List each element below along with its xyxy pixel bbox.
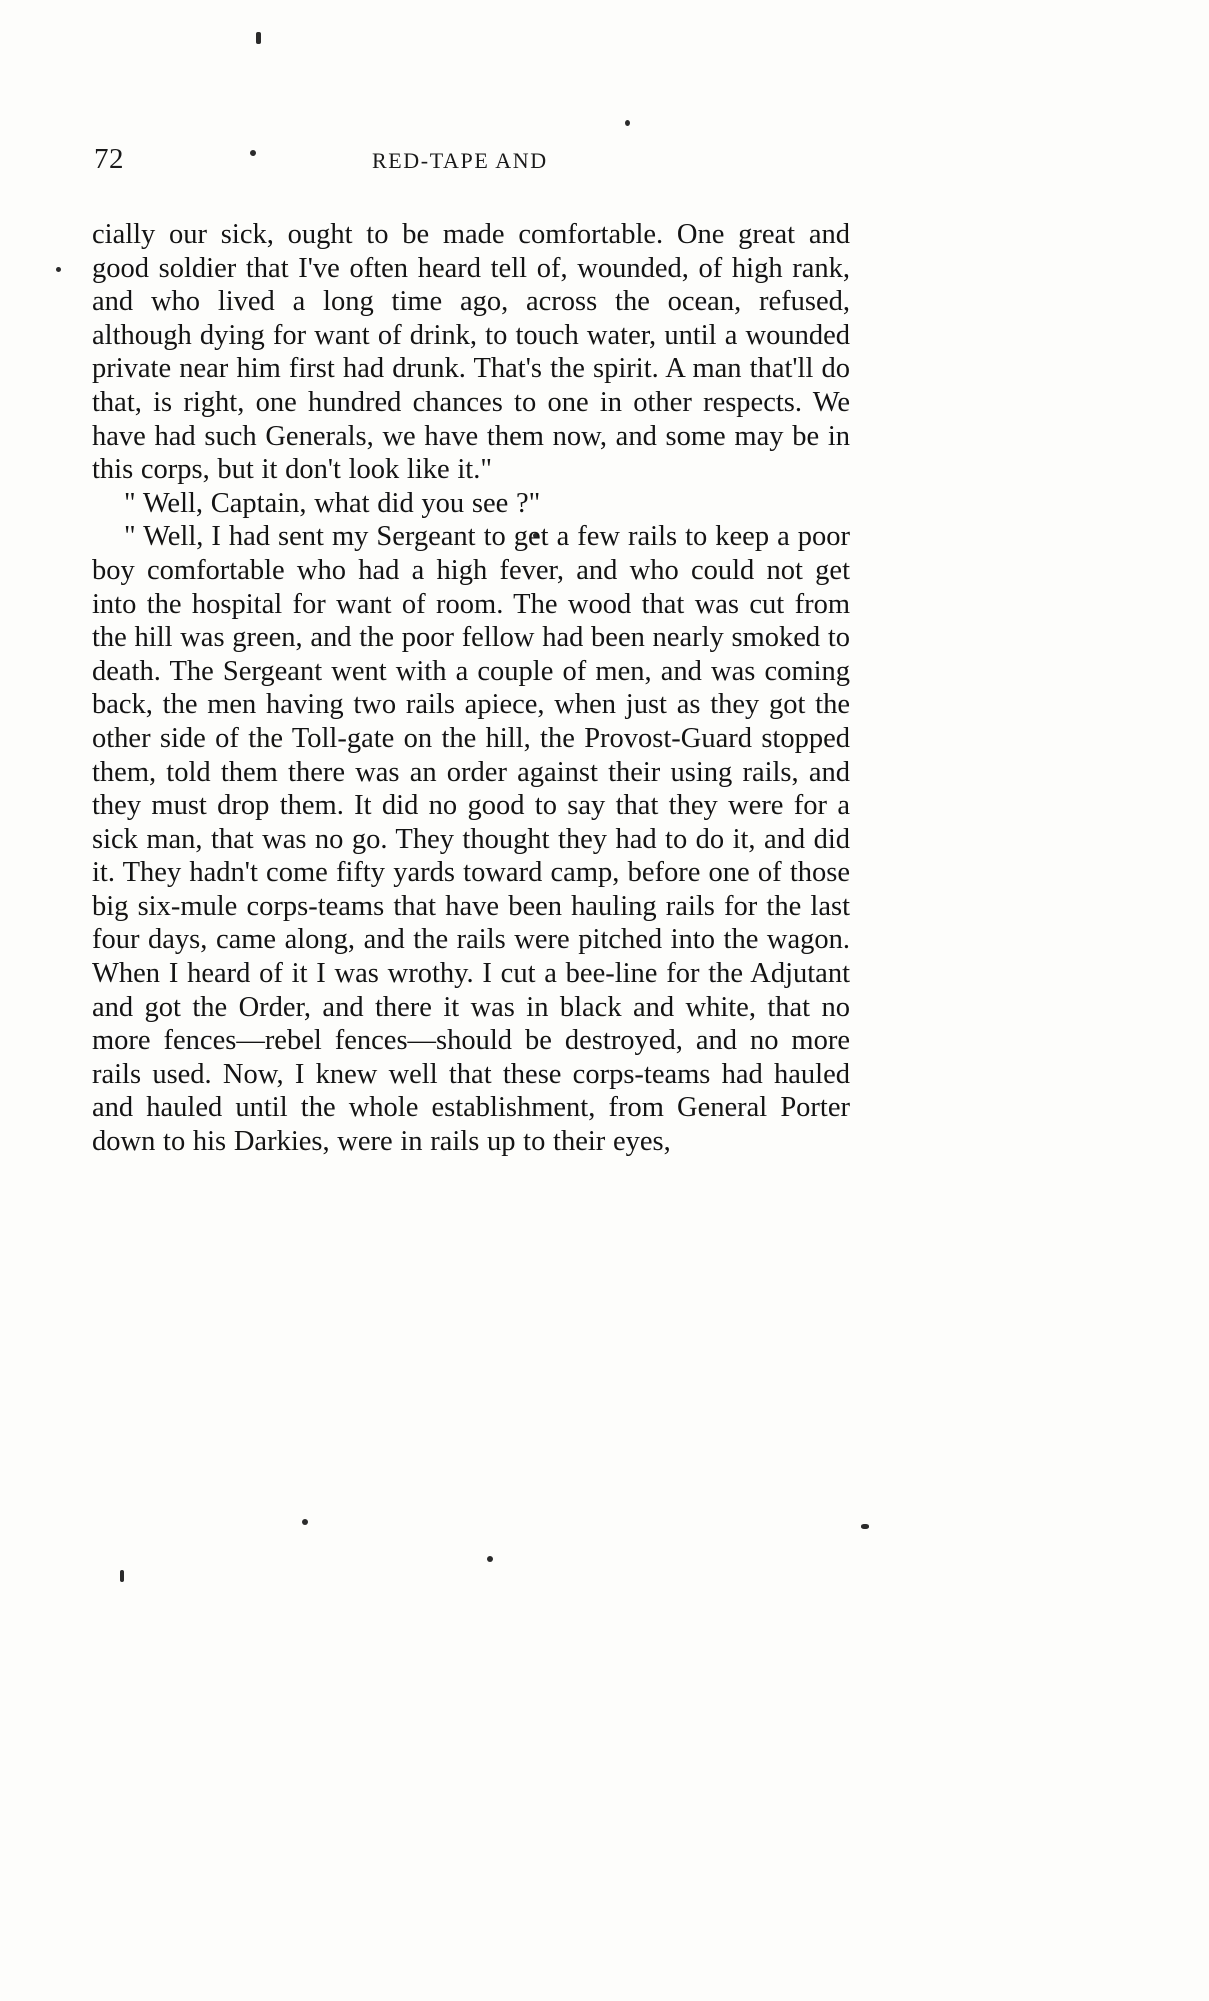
scan-artifact-speck	[487, 1556, 493, 1562]
scan-artifact-speck	[302, 1519, 308, 1525]
paragraph: " Well, Captain, what did you see ?"	[124, 487, 541, 519]
scan-artifact-speck	[120, 1570, 124, 1582]
running-head: RED-TAPE AND	[372, 148, 548, 173]
scan-artifact-speck	[861, 1524, 869, 1529]
scan-artifact-speck	[256, 32, 261, 44]
scan-artifact-speck	[625, 120, 630, 126]
page-body	[92, 218, 850, 1159]
scan-artifact-speck	[56, 267, 61, 272]
page-header	[94, 143, 854, 177]
paragraph: cially our sick, ought to be made comfortable. One great and good soldier that I've often heard tell of, wounded, of high rank, and who lived a long time ago, across the ocean, refused, although dying for want of drink, to touch water, until a wounded private near him first had drunk. That's the spirit. A man that'll do that, is right, one hundred chances to one in other respects. We have had such Generals, we have them now, and some may be in this corps, but it don't look like it."	[92, 219, 850, 486]
page-number: 72	[94, 143, 124, 175]
paragraph: " Well, I had sent my Sergeant to get a few rails to keep a poor boy comfortable who had a high fever, and who could not get into the hospital for want of room. The wood that was cut from the hill was green, and the poor fellow had been nearly smoked to death. The Sergeant went with a couple of men, and was coming back, the men having two rails apiece, when just as they got the other side of the Toll-gate on the hill, the Provost-Guard stopped them, told them there was an order against their using rails, and they must drop them. It did no good to say that they were for a sick man, that was no go. They thought they had to do it, and did it. They hadn't come fifty yards toward camp, before one of those big six-mule corps-teams that have been hauling rails for the last four days, came along, and the rails were pitched into the wagon. When I heard of it I was wrothy. I cut a bee-line for the Adjutant and got the Order, and there it was in black and white, that no more fences—rebel fences—should be destroyed, and no more rails used. Now, I knew well that these corps-teams had hauled and hauled until the whole establishment, from General Porter down to his Darkies, were in rails up to their eyes,	[92, 521, 850, 1158]
